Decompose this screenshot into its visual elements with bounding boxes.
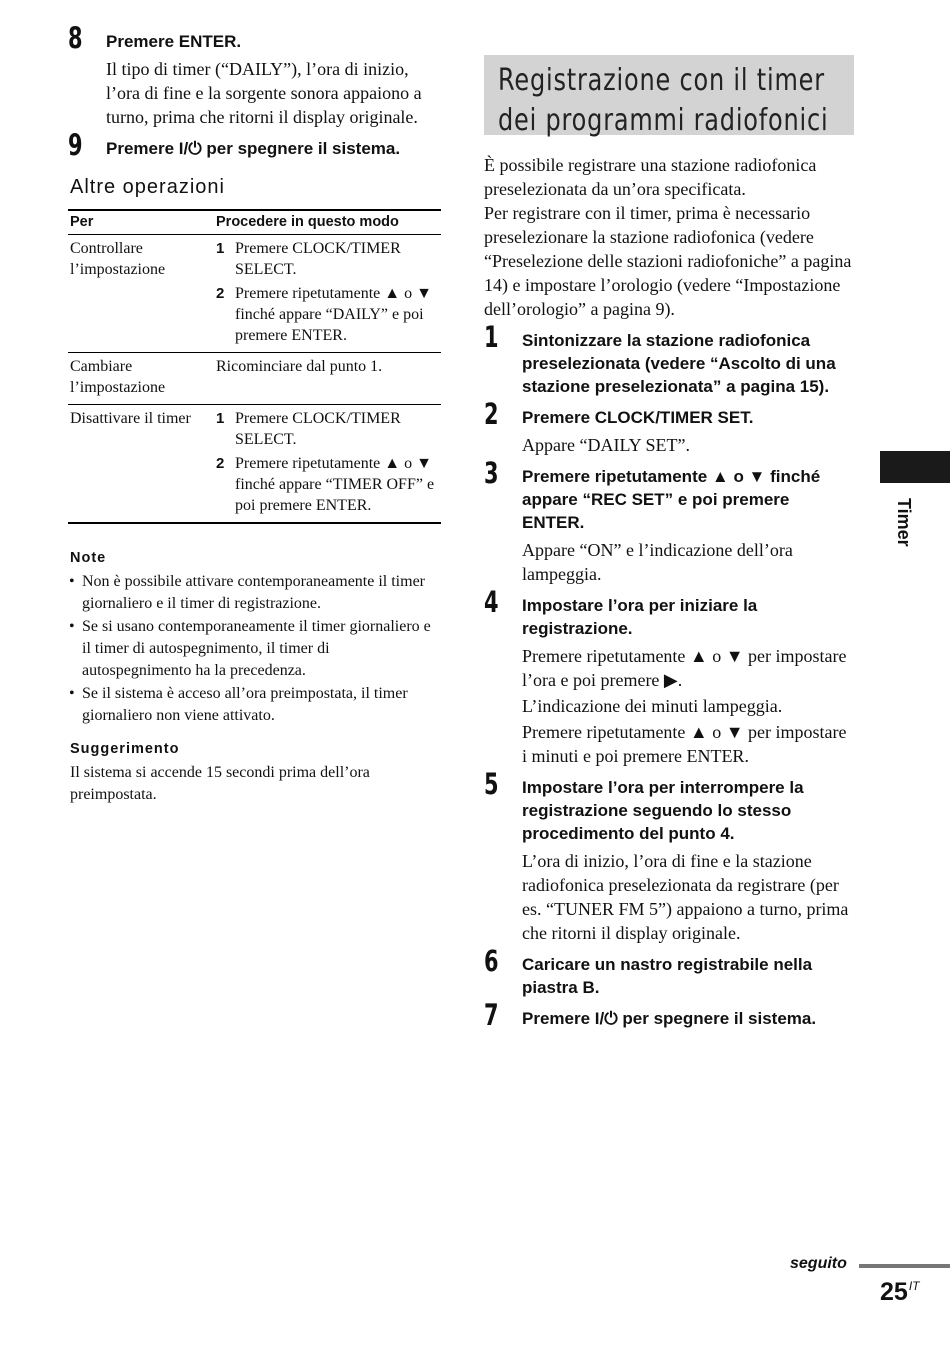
intro-text — [484, 153, 854, 321]
step-body: Premere ripetutamente ▲ o ▼ per impostare l’ora e poi premere ▶. — [522, 646, 847, 690]
notes-heading: Note — [70, 550, 107, 566]
sub-step-number: 2 — [216, 455, 225, 472]
step-body: Appare “ON” e l’indicazione dell’ora lampeggia. — [522, 540, 793, 584]
table-row — [68, 353, 441, 405]
section-banner — [484, 55, 854, 138]
other-ops-heading: Altre operazioni — [70, 176, 225, 198]
step-5 — [484, 767, 854, 945]
step-number: 6 — [484, 944, 499, 978]
sub-step-number: 2 — [216, 285, 225, 302]
chapter-label-text: Timer — [894, 498, 914, 547]
step-title: Caricare un nastro registrabile nella piastra B. — [522, 955, 813, 997]
tip-heading: Suggerimento — [70, 741, 180, 757]
step-number: 9 — [68, 128, 83, 162]
step-body: Premere ripetutamente ▲ o ▼ per impostare i minuti e poi premere ENTER. — [522, 722, 847, 766]
step-number: 7 — [484, 998, 499, 1032]
step-title: Premere CLOCK/TIMER SET. — [522, 408, 754, 427]
table-row — [68, 405, 441, 524]
step-body: L’indicazione dei minuti lampeggia. — [522, 696, 783, 716]
step-title: Premere ENTER. — [106, 32, 242, 51]
intro-paragraph: È possibile registrare una stazione radiofonica preselezionata da un’ora specificata. — [484, 155, 817, 199]
tip-body: Il sistema si accende 15 secondi prima dell’ora preimpostata. — [70, 764, 370, 803]
other-ops-table — [68, 209, 441, 524]
page-number — [880, 1278, 919, 1307]
step-number: 1 — [484, 320, 499, 354]
left-column — [68, 21, 441, 806]
sub-step-text: Premere CLOCK/TIMER SELECT. — [235, 240, 401, 278]
step-7 — [484, 998, 854, 1032]
section-title-line: Registrazione con il timer — [498, 63, 825, 98]
continued-rule — [859, 1264, 950, 1268]
step-title: Impostare l’ora per iniziare la registrazione. — [522, 596, 758, 638]
step-4 — [484, 585, 854, 768]
section-title-line: dei programmi radiofonici — [498, 103, 829, 138]
note-item: • Non è possibile attivare contemporaneamente il timer giornaliero e il timer di registrazione. — [68, 571, 441, 615]
sub-step-text: Premere CLOCK/TIMER SELECT. — [235, 410, 401, 448]
note-item: • Se il sistema è acceso all’ora preimpostata, il timer giornaliero non viene attivato. — [68, 683, 441, 727]
step-body: Il tipo di timer (“DAILY”), l’ora di inizio, l’ora di fine e la sorgente sonora appaiono a turno, prima che ritorni il display originale. — [106, 59, 422, 127]
step-number: 3 — [484, 456, 499, 490]
step-8 — [68, 21, 441, 129]
step-body: Appare “DAILY SET”. — [522, 435, 690, 455]
sub-step-text: Premere ripetutamente ▲ o ▼ finché appare “TIMER OFF” e poi premere ENTER. — [235, 455, 435, 514]
step-title: Premere I/⏻ per spegnere il sistema. — [106, 139, 401, 158]
step-body: L’ora di inizio, l’ora di fine e la stazione radiofonica preselezionata da registrare (per es. “TUNER FM 5”) appaiono a turno, prima che ritorni il display originale. — [522, 851, 849, 943]
step-number: 2 — [484, 397, 499, 431]
table-header-procedure: Procedere in questo modo — [214, 210, 441, 235]
note-item: • Se si usano contemporaneamente il timer giornaliero e il timer di autospegnimento, il timer di autospegnimento ha la precedenza. — [68, 616, 441, 682]
section-title — [498, 61, 840, 141]
step-3 — [484, 456, 854, 586]
intro-paragraph: Per registrare con il timer, prima è necessario preselezionare la stazione radiofonica (vedere “Preselezione delle stazioni radiofoniche” a pagina 14) e impostare l’orologio (vedere “Impostazione dell’orologio” a pagina 9). — [484, 203, 852, 319]
page-number-value: 25 — [880, 1278, 908, 1306]
step-title: Premere ripetutamente ▲ o ▼ finché appare “REC SET” e poi premere ENTER. — [522, 467, 821, 532]
step-9 — [68, 128, 441, 162]
chapter-tab — [880, 451, 950, 483]
step-number: 5 — [484, 767, 499, 801]
step-title: Premere I/⏻ per spegnere il sistema. — [522, 1009, 817, 1028]
step-title: Impostare l’ora per interrompere la registrazione seguendo lo stesso procedimento del punto 4. — [522, 778, 804, 843]
row-procedure — [214, 405, 441, 524]
notes-list — [68, 571, 441, 727]
table-header-per: Per — [68, 210, 214, 235]
row-procedure: Ricominciare dal punto 1. — [214, 353, 441, 405]
row-label: Cambiare l’impostazione — [68, 353, 214, 405]
page-language-code: IT — [908, 1279, 920, 1293]
row-label: Controllare l’impostazione — [68, 235, 214, 353]
step-1 — [484, 320, 854, 398]
row-label: Disattivare il timer — [70, 410, 191, 427]
sub-step-number: 1 — [216, 410, 225, 427]
row-procedure — [214, 235, 441, 353]
sub-step-number: 1 — [216, 240, 225, 257]
continued-label: seguito — [790, 1255, 847, 1272]
step-number: 8 — [68, 21, 83, 55]
right-column — [484, 55, 854, 1038]
step-title: Sintonizzare la stazione radiofonica preselezionata (vedere “Ascolto di una stazione preselezionata” a pagina 15). — [522, 331, 836, 396]
step-2 — [484, 397, 854, 457]
step-6 — [484, 944, 854, 999]
step-number: 4 — [484, 585, 499, 619]
chapter-label — [884, 498, 924, 558]
sub-step-text: Premere ripetutamente ▲ o ▼ finché appare “DAILY” e poi premere ENTER. — [235, 285, 432, 344]
table-row — [68, 235, 441, 353]
